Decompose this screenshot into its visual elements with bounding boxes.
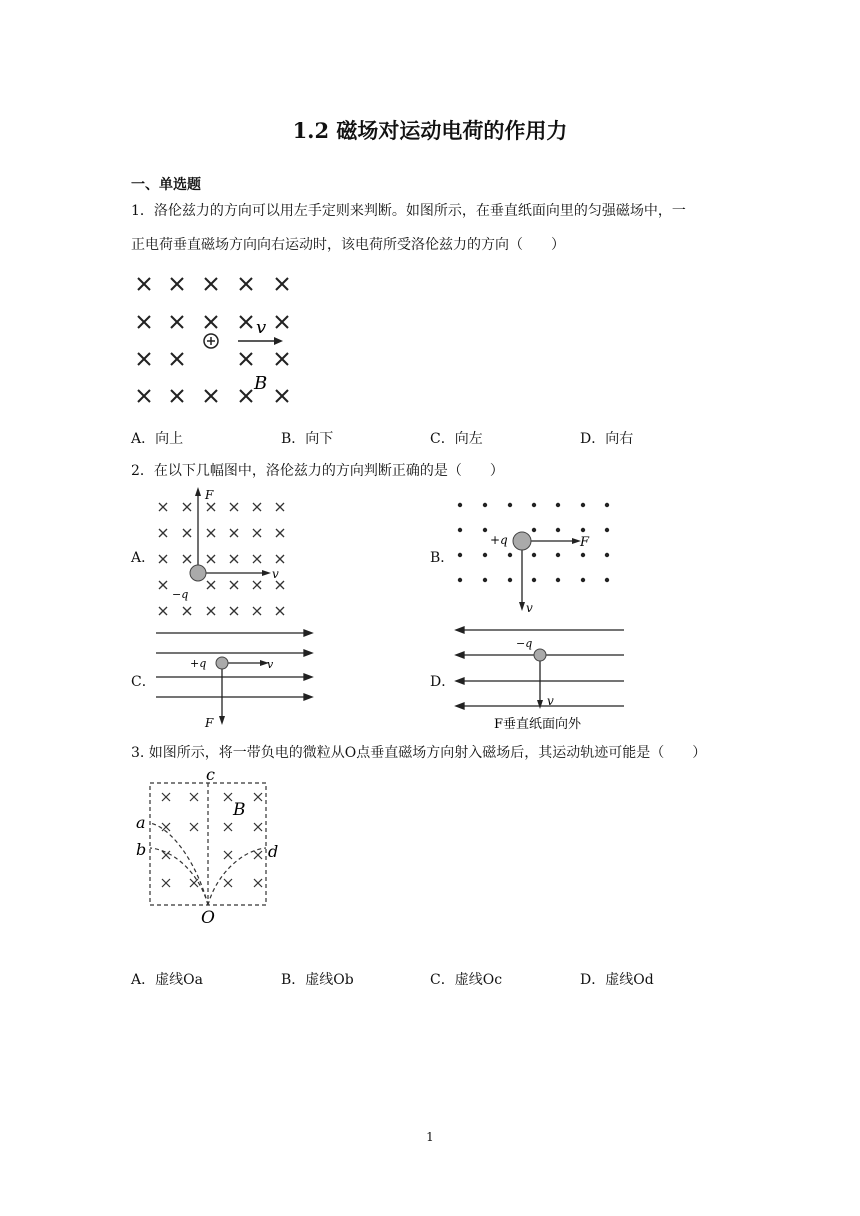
q3-figure — [130, 765, 290, 930]
q-label: +q — [490, 533, 508, 547]
q3-option-c[interactable]: C．虚线Oc — [430, 972, 503, 988]
q2-label-b[interactable]: B． — [430, 550, 455, 566]
q3-text: 3. 如图所示，将一带负电的微粒从O点垂直磁场方向射入磁场后，其运动轨迹可能是（ ） — [131, 745, 707, 761]
a-label: a — [136, 813, 146, 832]
q1-option-c[interactable]: C．向左 — [430, 431, 483, 447]
q1-text-line2: 正电荷垂直磁场方向向右运动时，该电荷所受洛伦兹力的方向（ ） — [131, 237, 565, 253]
figure-caption: F垂直纸面向外 — [494, 717, 582, 732]
q2-text: 2．在以下几幅图中，洛伦兹力的方向判断正确的是（ ） — [131, 463, 504, 479]
page-title: 1.2 磁场对运动电荷的作用力 — [292, 118, 568, 143]
q2-figure-c — [150, 625, 320, 735]
v-label: v — [267, 658, 274, 671]
path-od — [208, 848, 266, 905]
q-label: −q — [172, 588, 189, 601]
q2-label-c[interactable]: C． — [131, 674, 156, 690]
q1-option-d[interactable]: D．向右 — [580, 431, 634, 447]
q2-figure-d — [450, 625, 635, 735]
q-label: +q — [190, 657, 207, 670]
v-label: v — [272, 567, 279, 581]
F-label: F — [205, 716, 214, 730]
section-heading: 一、单选题 — [131, 177, 201, 193]
charge-ball — [513, 532, 531, 550]
q3-option-b[interactable]: B．虚线Ob — [281, 972, 354, 988]
q2-label-a[interactable]: A． — [131, 550, 156, 566]
c-label: c — [206, 765, 215, 784]
d-label: d — [268, 842, 279, 861]
q2-figure-a — [150, 485, 300, 625]
q3-option-d[interactable]: D．虚线Od — [580, 972, 654, 988]
F-label: F — [205, 488, 214, 502]
q3-option-a[interactable]: A．虚线Oa — [131, 972, 203, 988]
F-label: F — [580, 535, 590, 550]
page-number: 1 — [426, 1130, 434, 1144]
path-ob — [150, 848, 208, 905]
path-oa — [150, 823, 208, 905]
v-label: v — [526, 601, 533, 615]
q1-option-a[interactable]: A．向上 — [131, 431, 184, 447]
charge-ball — [216, 657, 228, 669]
q1-text-line1: 1．洛伦兹力的方向可以用左手定则来判断。如图所示，在垂直纸面向里的匀强磁场中，一 — [131, 203, 686, 219]
q1-figure — [130, 270, 300, 410]
field-boundary — [150, 783, 266, 905]
q-label: −q — [516, 637, 533, 650]
v-label: v — [256, 317, 267, 338]
charge-ball — [190, 565, 206, 581]
q2-label-d[interactable]: D． — [430, 674, 456, 690]
b-label: b — [136, 840, 147, 859]
q1-option-b[interactable]: B．向下 — [281, 431, 334, 447]
B-label: B — [254, 373, 268, 394]
q2-figure-b — [450, 495, 630, 620]
B-label: B — [233, 800, 246, 820]
O-label: O — [201, 908, 215, 928]
charge-ball — [534, 649, 546, 661]
v-label: v — [547, 694, 554, 708]
